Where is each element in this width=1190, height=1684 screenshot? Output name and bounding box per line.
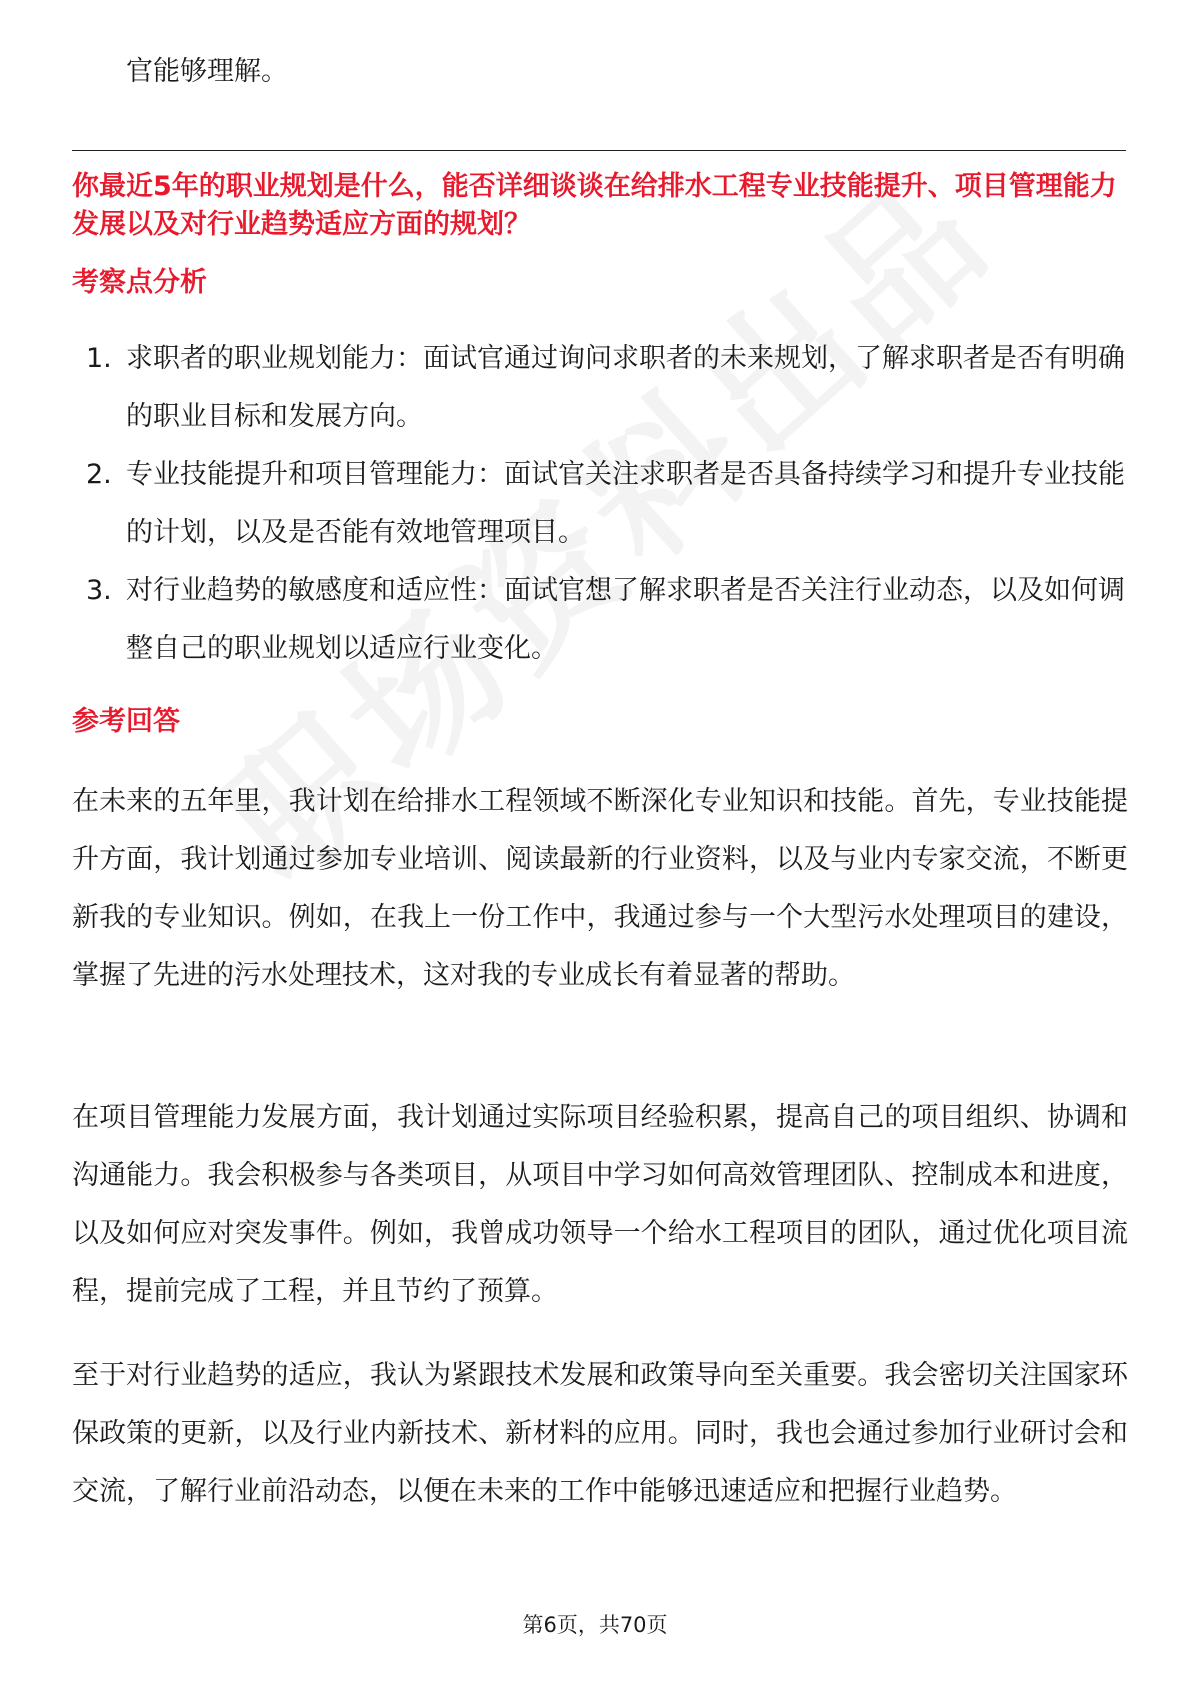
list-item: [72, 562, 1132, 678]
list-item-text: 对行业趋势的敏感度和适应性：面试官想了解求职者是否关注行业动态，以及如何调整自己的职业规划以适应行业变化。: [126, 575, 1125, 664]
previous-answer-continuation: 官能够理解。: [126, 56, 288, 87]
analysis-list: [72, 330, 1132, 678]
list-item: [72, 446, 1132, 562]
section-divider: [72, 150, 1126, 151]
page-number-footer: 第6页，共70页: [522, 1613, 668, 1637]
list-item: [72, 330, 1132, 446]
analysis-heading: 考察点分析: [72, 267, 207, 298]
list-item-text: 专业技能提升和项目管理能力：面试官关注求职者是否具备持续学习和提升专业技能的计划，以及是否能有效地管理项目。: [126, 459, 1125, 548]
answer-paragraph: 在项目管理能力发展方面，我计划通过实际项目经验积累，提高自己的项目组织、协调和沟通能力。我会积极参与各类项目，从项目中学习如何高效管理团队、控制成本和进度，以及如何应对突发事件。例如，我曾成功领导一个给水工程项目的团队，通过优化项目流程，提前完成了工程，并且节约了预算。: [72, 1102, 1128, 1307]
answer-paragraph: 至于对行业趋势的适应，我认为紧跟技术发展和政策导向至关重要。我会密切关注国家环保政策的更新，以及行业内新技术、新材料的应用。同时，我也会通过参加行业研讨会和交流，了解行业前沿动态，以便在未来的工作中能够迅速适应和把握行业趋势。: [72, 1360, 1128, 1507]
list-item-number: 3.: [86, 575, 112, 606]
list-item-number: 2.: [86, 459, 112, 490]
list-item-number: 1.: [86, 343, 112, 374]
interview-question: 你最近5年的职业规划是什么，能否详细谈谈在给排水工程专业技能提升、项目管理能力发展以及对行业趋势适应方面的规划？: [72, 171, 1117, 240]
answer-heading: 参考回答: [72, 706, 180, 737]
answer-paragraph: 在未来的五年里，我计划在给排水工程领域不断深化专业知识和技能。首先，专业技能提升方面，我计划通过参加专业培训、阅读最新的行业资料，以及与业内专家交流，不断更新我的专业知识。例如，在我上一份工作中，我通过参与一个大型污水处理项目的建设，掌握了先进的污水处理技术，这对我的专业成长有着显著的帮助。: [72, 786, 1128, 991]
list-item-text: 求职者的职业规划能力：面试官通过询问求职者的未来规划，了解求职者是否有明确的职业目标和发展方向。: [126, 343, 1125, 432]
